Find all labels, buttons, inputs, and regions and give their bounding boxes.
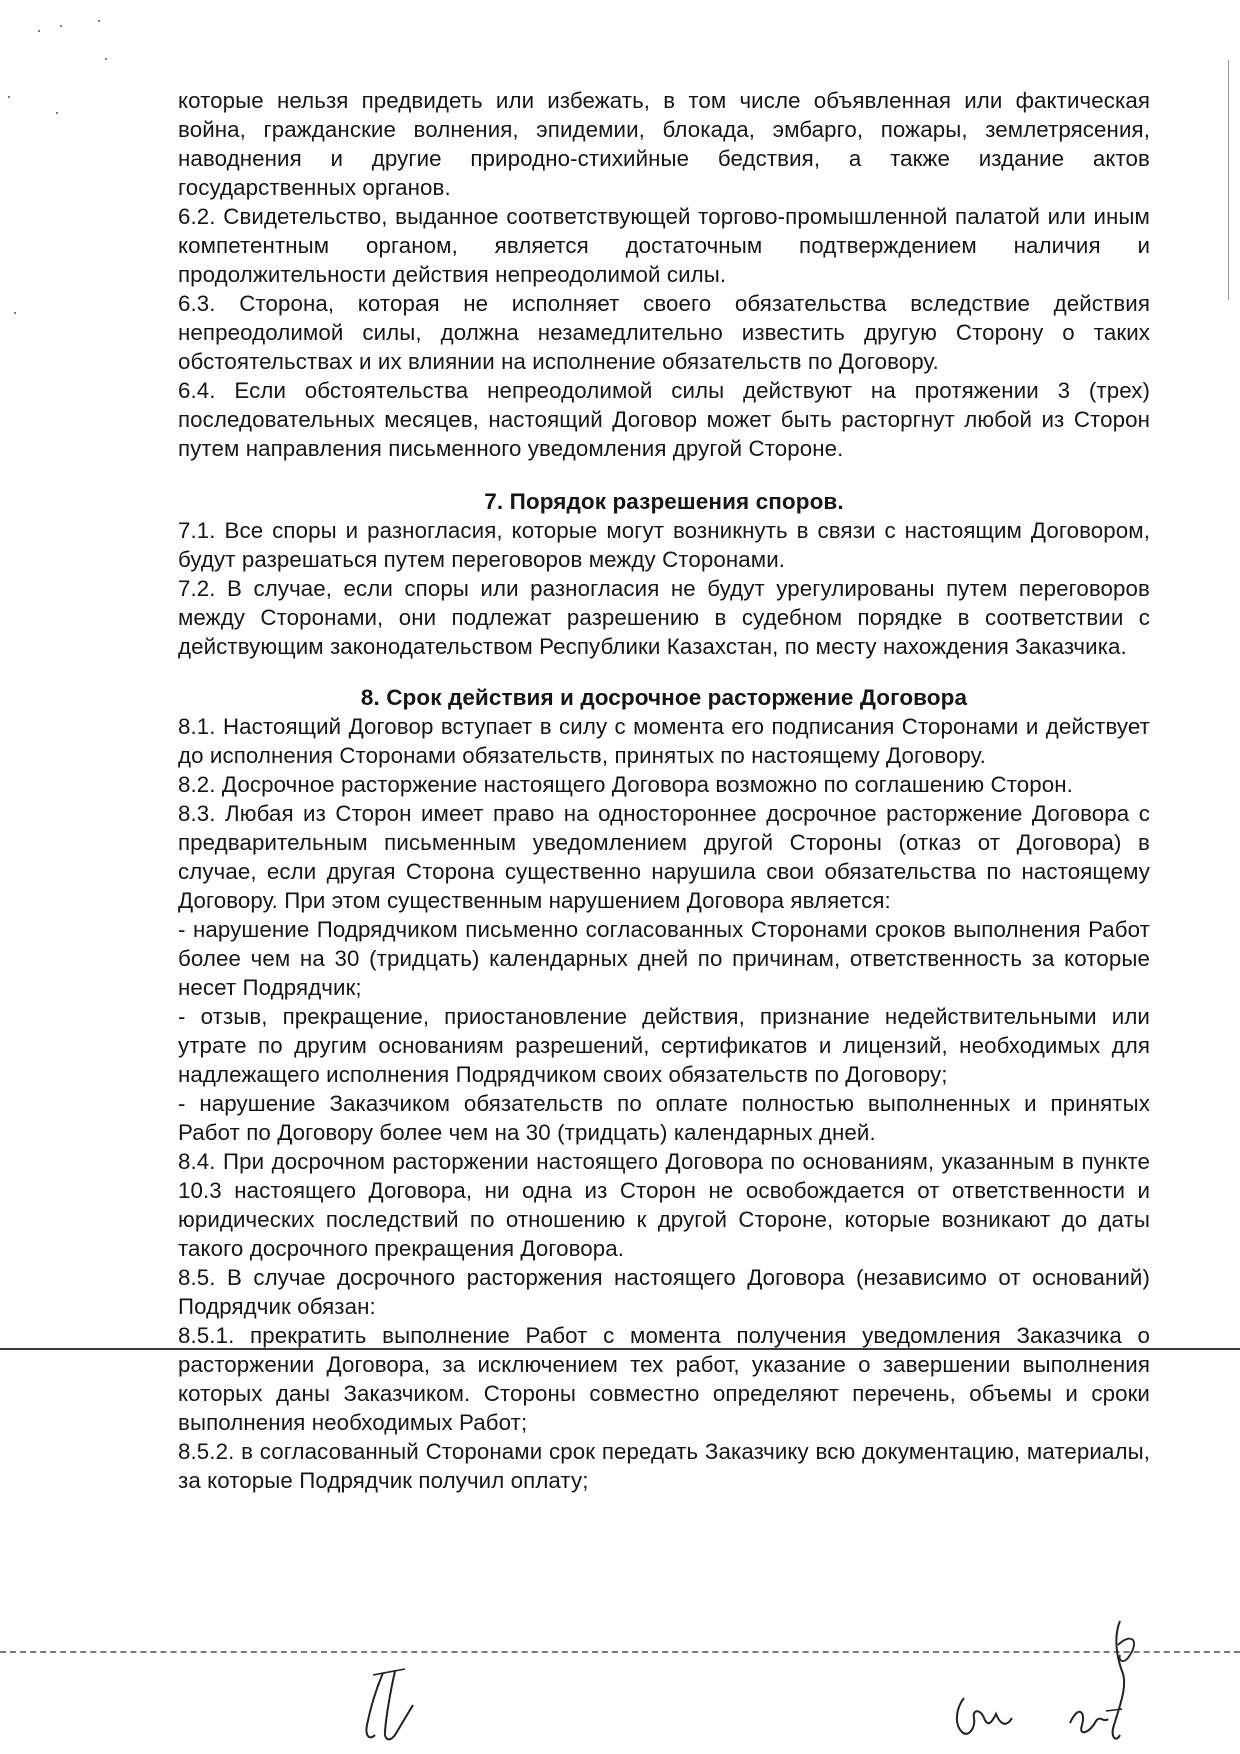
paragraph-6-2: 6.2. Свидетельство, выданное соответствующей торгово-промышленной палатой или иным компетентным органом, является достаточным подтверждением наличия и продолжительности действия непреодолимой силы. — [178, 204, 1150, 287]
scan-speck — [56, 112, 58, 114]
paragraph-7-2: 7.2. В случае, если споры или разногласия не будут урегулированы путем переговоров между Сторонами, они подлежат разрешению в судебном порядке в соответствии с действующим законодательством Республики Казахстан, по месту нахождения Заказчика. — [178, 576, 1150, 659]
scan-speck — [8, 96, 10, 98]
paragraph-8-5-2: 8.5.2. в согласованный Сторонами срок передать Заказчику всю документацию, материалы, за которые Подрядчик получил оплату; — [178, 1439, 1150, 1493]
scan-speck — [98, 20, 100, 22]
section-7-heading: 7. Порядок разрешения споров. — [484, 489, 844, 514]
list-item-customer-payment: - нарушение Заказчиком обязательств по оплате полностью выполненных и принятых Работ по Договору более чем на 30 (тридцать) календарных дней. — [178, 1091, 1150, 1145]
paragraph-8-1: 8.1. Настоящий Договор вступает в силу с момента его подписания Сторонами и действует до исполнения Сторонами обязательств, принятых по настоящему Договору. — [178, 714, 1150, 768]
signature-left — [355, 1665, 425, 1750]
paragraph-6-1-cont: которые нельзя предвидеть или избежать, в том числе объявленная или фактическая война, гражданские волнения, эпидемии, блокада, эмбарго, пожары, землетрясения, наводнения и другие природно-стихийные бедствия, а также издание актов государственных органов. — [178, 88, 1150, 200]
scan-speck — [60, 25, 62, 27]
paragraph-6-4: 6.4. Если обстоятельства непреодолимой силы действуют на протяжении 3 (трех) последовательных месяцев, настоящий Договор может быть расторгнут любой из Сторон путем направления письменного уведомления другой Стороне. — [178, 378, 1150, 461]
paragraph-8-5-1: 8.5.1. прекратить выполнение Работ с момента получения уведомления Заказчика о расторжении Договора, за исключением тех работ, указание о завершении выполнения которых даны Заказчиком. Стороны совместно определяют перечень, объемы и сроки выполнения необходимых Работ; — [178, 1323, 1150, 1435]
paragraph-8-5: 8.5. В случае досрочного расторжения настоящего Договора (независимо от оснований) Подрядчик обязан: — [178, 1265, 1150, 1319]
section-8-heading: 8. Срок действия и досрочное расторжение Договора — [360, 685, 968, 710]
paragraph-8-3: 8.3. Любая из Сторон имеет право на одностороннее досрочное расторжение Договора с предварительным письменным уведомлением другой Стороны (отказ от Договора) в случае, если другая Сторона существенно нарушила свои обязательства по настоящему Договору. При этом существенным нарушением Договора является: — [178, 801, 1150, 913]
scan-speck — [38, 30, 40, 32]
paragraph-6-3: 6.3. Сторона, которая не исполняет своего обязательства вследствие действия непреодолимой силы, должна незамедлительно известить другую Сторону о таких обстоятельствах и их влиянии на исполнение обязательств по Договору. — [178, 291, 1150, 374]
scan-speck — [105, 58, 107, 60]
signature-middle — [950, 1688, 1020, 1748]
scan-fold-line — [0, 1348, 1240, 1350]
paragraph-7-1: 7.1. Все споры и разногласия, которые могут возникнуть в связи с настоящим Договором, будут разрешаться путем переговоров между Сторонами. — [178, 518, 1150, 572]
scan-edge — [1228, 60, 1229, 300]
page-separator — [0, 1651, 1240, 1653]
signature-right — [1060, 1615, 1180, 1750]
list-item-permits-revoked: - отзыв, прекращение, приостановление действия, признание недействительными или утрате по другим основаниям разрешений, сертификатов и лицензий, необходимых для надлежащего исполнения Подрядчиком своих обязательств по Договору; — [178, 1004, 1150, 1087]
scan-speck — [14, 312, 16, 314]
list-item-contractor-delay: - нарушение Подрядчиком письменно согласованных Сторонами сроков выполнения Работ более чем на 30 (тридцать) календарных дней по причинам, ответственность за которые несет Подрядчик; — [178, 917, 1150, 1000]
paragraph-8-2: 8.2. Досрочное расторжение настоящего Договора возможно по соглашению Сторон. — [178, 772, 1073, 797]
paragraph-8-4: 8.4. При досрочном расторжении настоящего Договора по основаниям, указанным в пункте 10.3 настоящего Договора, ни одна из Сторон не освобождается от ответственности и юридических последствий по отношению к другой Стороне, которые возникают до даты такого досрочного прекращения Договора. — [178, 1149, 1150, 1261]
document-body — [178, 86, 1150, 1495]
